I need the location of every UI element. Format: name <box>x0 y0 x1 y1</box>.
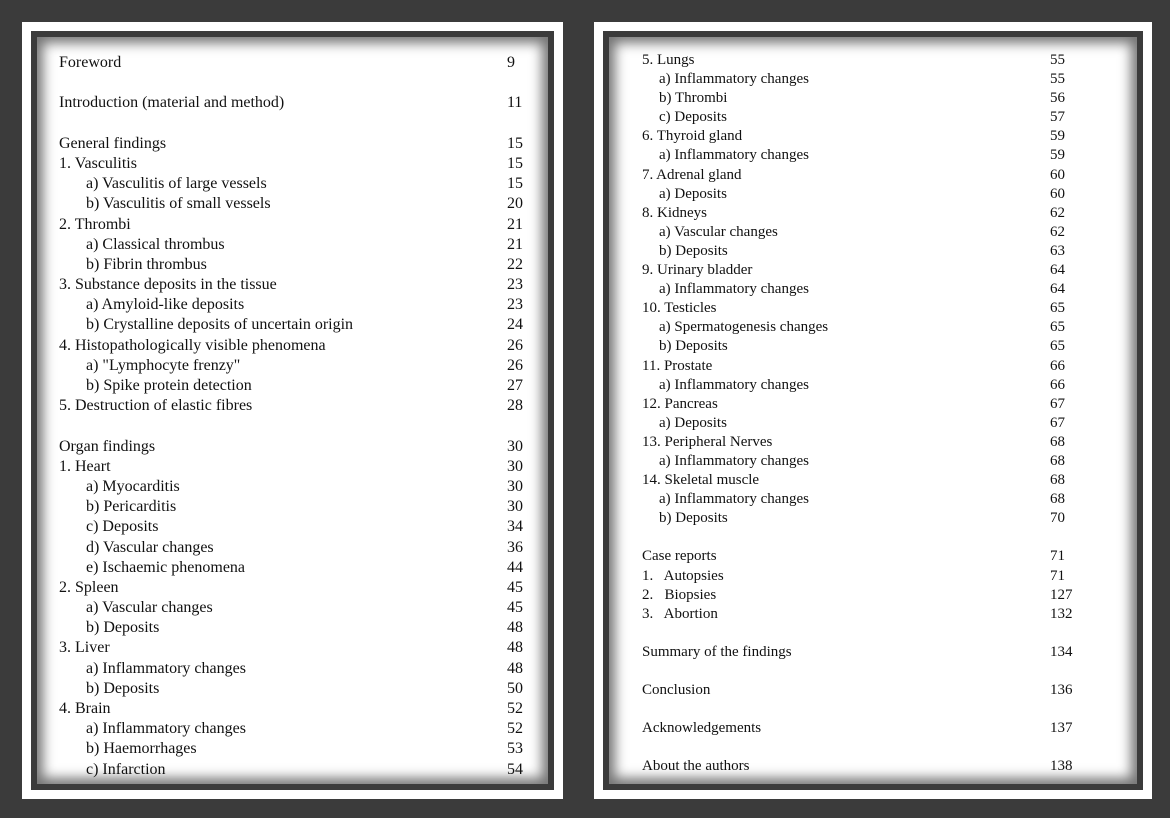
toc-subentry <box>59 497 539 517</box>
toc-entry-label: c) Infarction <box>86 760 166 778</box>
toc-entry <box>642 166 1082 185</box>
toc-subentry <box>642 318 1082 337</box>
toc-page-number: 50 <box>507 679 523 697</box>
toc-subentry <box>59 315 539 335</box>
toc-entry-label: a) Deposits <box>659 185 727 202</box>
toc-subentry <box>59 719 539 739</box>
toc-entry-label: b) Deposits <box>659 510 728 527</box>
toc-entry <box>642 299 1082 318</box>
toc-page-number: 15 <box>507 134 523 152</box>
toc-subentry <box>59 659 539 679</box>
toc-entry <box>642 395 1082 414</box>
toc-subentry <box>642 509 1082 528</box>
toc-entry-label: 4. Brain <box>59 700 111 717</box>
toc-page-number: 59 <box>1050 147 1065 164</box>
toc-entry-label: 1. Autopsies <box>642 567 724 584</box>
toc-page-number: 68 <box>1050 433 1065 450</box>
left-page-border <box>31 31 554 790</box>
toc-page-number: 26 <box>507 336 523 354</box>
toc-page-number: 52 <box>507 700 523 717</box>
toc-page-number: 67 <box>1050 395 1065 412</box>
toc-entry <box>642 586 1082 605</box>
toc-entry-label: General findings <box>59 134 167 152</box>
toc-page-number: 66 <box>1050 357 1065 374</box>
toc-entry-label: b) Vasculitis of small vessels <box>86 195 271 213</box>
toc-entry-label: 3. Substance deposits in the tissue <box>59 276 277 294</box>
toc-entry-label: a) Inflammatory changes <box>659 491 809 508</box>
toc-entry <box>642 51 1082 70</box>
toc-subentry <box>59 517 539 537</box>
toc-entry-label: 7. Adrenal gland <box>642 166 742 183</box>
toc-entry-label: a) Classical thrombus <box>86 235 225 253</box>
toc-page-number: 30 <box>507 437 523 455</box>
toc-entry <box>59 53 539 73</box>
toc-entry-label: c) Deposits <box>659 109 727 126</box>
toc-page-number: 24 <box>507 316 523 334</box>
toc-entry-label: 9. Urinary bladder <box>642 262 753 279</box>
toc-page-number: 56 <box>1050 90 1065 107</box>
toc-page-number: 30 <box>507 498 523 516</box>
toc-page-number: 71 <box>1050 548 1065 565</box>
toc-page-number: 15 <box>507 175 523 193</box>
toc-page-number: 68 <box>1050 452 1065 469</box>
toc-entry <box>59 396 539 416</box>
toc-entry-label: 12. Pancreas <box>642 395 718 412</box>
toc-entry <box>59 437 539 457</box>
toc-page-number: 21 <box>507 235 523 253</box>
toc-entry-label: Organ findings <box>59 437 156 455</box>
toc-entry-label: Case reports <box>642 548 717 565</box>
toc-subentry <box>642 89 1082 108</box>
toc-entry-label: a) Myocarditis <box>86 477 180 495</box>
toc-entry-label: c) Deposits <box>86 518 159 536</box>
toc-page-number: 63 <box>1050 242 1065 259</box>
toc-entry-label: 14. Skeletal muscle <box>642 472 760 489</box>
toc-entry-label: Introduction (material and method) <box>59 94 285 112</box>
toc-entry-label: 3. Abortion <box>642 605 718 622</box>
toc-page-number: 65 <box>1050 338 1065 355</box>
toc-subentry <box>642 337 1082 356</box>
toc-page-number: 54 <box>507 760 523 778</box>
toc-subentry <box>59 235 539 255</box>
toc-entry-label: b) Pericarditis <box>86 498 177 516</box>
toc-entry <box>642 547 1082 566</box>
toc-entry-label: 2. Thrombi <box>59 215 131 233</box>
toc-page-number: 21 <box>507 215 523 233</box>
toc-page-number: 11 <box>507 94 523 112</box>
toc-page-number: 66 <box>1050 376 1065 393</box>
toc-page-number: 45 <box>507 578 523 596</box>
toc-page-number: 9 <box>507 54 515 71</box>
toc-entry-label: a) Inflammatory changes <box>659 147 809 164</box>
toc-subentry <box>642 280 1082 299</box>
toc-entry-label: 1. Vasculitis <box>59 154 137 172</box>
toc-subentry <box>642 414 1082 433</box>
toc-subentry <box>59 679 539 699</box>
toc-page-number: 53 <box>507 740 523 758</box>
toc-entry-label: a) Inflammatory changes <box>659 71 809 88</box>
toc-entry-label: 2. Spleen <box>59 578 119 596</box>
toc-subentry <box>59 255 539 275</box>
toc-page-number: 55 <box>1050 52 1065 68</box>
toc-page-number: 68 <box>1050 491 1065 508</box>
toc-subentry <box>642 108 1082 127</box>
toc-page-number: 34 <box>507 518 523 536</box>
toc-page-number: 48 <box>507 639 523 657</box>
toc-entry-label: a) Deposits <box>659 414 727 431</box>
toc-subentry <box>59 174 539 194</box>
toc-entry-label: d) Vascular changes <box>86 538 214 556</box>
toc-page-number: 134 <box>1050 643 1073 660</box>
toc-subentry <box>59 356 539 376</box>
toc-page-number: 60 <box>1050 185 1065 202</box>
toc-page-number: 62 <box>1050 204 1065 221</box>
toc-page-number: 55 <box>1050 71 1065 88</box>
toc-page-number: 28 <box>507 397 523 415</box>
toc-entry <box>642 204 1082 223</box>
toc-page-number: 52 <box>507 720 523 738</box>
toc-entry <box>642 719 1082 738</box>
toc-entry <box>59 336 539 356</box>
toc-subentry <box>59 477 539 497</box>
toc-page-number: 30 <box>507 477 523 495</box>
toc-entry-label: b) Fibrin thrombus <box>86 255 207 273</box>
toc-page-number: 64 <box>1050 262 1065 279</box>
toc-subentry <box>59 538 539 558</box>
toc-subentry <box>642 242 1082 261</box>
toc-entry-label: 6. Thyroid gland <box>642 128 743 145</box>
toc-entry-label: Acknowledgements <box>642 720 762 737</box>
toc-entry-label: a) Inflammatory changes <box>659 376 809 393</box>
toc-entry-label: b) Thrombi <box>659 90 728 107</box>
toc-entry-label: 8. Kidneys <box>642 204 707 221</box>
toc-entry <box>642 567 1082 586</box>
left-page <box>37 37 548 784</box>
toc-entry-label: 5. Lungs <box>642 52 695 68</box>
toc-subentry <box>642 376 1082 395</box>
toc-entry-label: 10. Testicles <box>642 300 717 317</box>
toc-entry <box>642 605 1082 624</box>
toc-subentry <box>59 295 539 315</box>
toc-list-left <box>59 53 539 780</box>
toc-page-number: 45 <box>507 599 523 617</box>
toc-entry-label: a) "Lymphocyte frenzy" <box>86 356 241 374</box>
toc-entry <box>642 681 1082 700</box>
toc-subentry <box>642 223 1082 242</box>
right-page <box>609 37 1137 784</box>
toc-entry <box>642 757 1082 776</box>
toc-entry-label: 2. Biopsies <box>642 586 717 603</box>
toc-entry-label: a) Inflammatory changes <box>86 659 246 677</box>
toc-page-number: 70 <box>1050 510 1065 527</box>
toc-page-number: 65 <box>1050 319 1065 336</box>
toc-page-number: 127 <box>1050 586 1073 603</box>
toc-subentry <box>642 490 1082 509</box>
toc-entry-label: a) Vasculitis of large vessels <box>86 175 267 193</box>
toc-page-number: 62 <box>1050 223 1065 240</box>
toc-entry-label: 4. Histopathologically visible phenomena <box>59 336 326 354</box>
toc-page-number: 68 <box>1050 472 1065 489</box>
toc-entry-label: Conclusion <box>642 682 711 699</box>
toc-page-number: 23 <box>507 276 523 294</box>
toc-entry <box>642 643 1082 662</box>
toc-entry-label: 11. Prostate <box>642 357 713 374</box>
toc-entry-label: 3. Liver <box>59 639 110 657</box>
toc-page-number: 23 <box>507 296 523 314</box>
toc-subentry <box>59 760 539 780</box>
toc-entry-label: a) Inflammatory changes <box>659 452 809 469</box>
toc-subentry <box>642 185 1082 204</box>
toc-entry <box>642 471 1082 490</box>
toc-page-number: 30 <box>507 457 523 475</box>
toc-entry <box>59 275 539 295</box>
toc-entry <box>59 93 539 113</box>
toc-page-number: 71 <box>1050 567 1065 584</box>
toc-page-number: 57 <box>1050 109 1065 126</box>
toc-entry-label: e) Ischaemic phenomena <box>86 558 246 576</box>
toc-entry-label: Summary of the findings <box>642 643 792 660</box>
left-page-frame <box>22 22 563 799</box>
toc-subentry <box>642 452 1082 471</box>
toc-entry <box>59 134 539 154</box>
toc-subentry <box>59 558 539 578</box>
toc-entry-label: b) Deposits <box>659 242 728 259</box>
toc-page-number: 138 <box>1050 758 1073 775</box>
toc-entry-label: b) Deposits <box>659 338 728 355</box>
toc-entry-label: a) Vascular changes <box>659 223 778 240</box>
toc-entry-label: a) Inflammatory changes <box>659 281 809 298</box>
toc-subentry <box>59 739 539 759</box>
toc-page-number: 48 <box>507 659 523 677</box>
toc-entry-label: a) Amyloid-like deposits <box>86 296 245 314</box>
toc-entry <box>59 638 539 658</box>
toc-page-number: 22 <box>507 255 523 273</box>
toc-entry <box>59 154 539 174</box>
right-page-frame <box>594 22 1152 799</box>
toc-entry-label: b) Crystalline deposits of uncertain origin <box>86 316 354 334</box>
toc-subentry <box>59 194 539 214</box>
toc-entry <box>59 215 539 235</box>
right-page-border <box>603 31 1143 790</box>
toc-page-number: 48 <box>507 619 523 637</box>
toc-entry-label: b) Deposits <box>86 619 160 637</box>
toc-entry-label: a) Inflammatory changes <box>86 720 246 738</box>
toc-subentry <box>59 618 539 638</box>
toc-entry-label: 13. Peripheral Nerves <box>642 433 773 450</box>
toc-page-number: 60 <box>1050 166 1065 183</box>
toc-list-right <box>642 51 1082 777</box>
toc-page-number: 137 <box>1050 720 1073 737</box>
toc-page-number: 132 <box>1050 605 1073 622</box>
toc-entry-label: b) Haemorrhages <box>86 740 197 758</box>
toc-entry-label: a) Vascular changes <box>86 599 213 617</box>
toc-entry-label: Foreword <box>59 54 122 71</box>
toc-page-number: 136 <box>1050 682 1073 699</box>
toc-subentry <box>642 146 1082 165</box>
toc-entry-label: b) Deposits <box>86 679 160 697</box>
toc-subentry <box>642 70 1082 89</box>
toc-entry-label: 5. Destruction of elastic fibres <box>59 397 253 415</box>
toc-subentry <box>59 598 539 618</box>
toc-entry <box>642 261 1082 280</box>
toc-page-number: 44 <box>507 558 523 576</box>
toc-entry <box>59 457 539 477</box>
toc-entry-label: About the authors <box>642 758 750 775</box>
toc-page-number: 64 <box>1050 281 1065 298</box>
toc-page-number: 15 <box>507 154 523 172</box>
toc-page-number: 27 <box>507 377 523 394</box>
toc-entry <box>642 357 1082 376</box>
toc-page-number: 65 <box>1050 300 1065 317</box>
toc-page-number: 26 <box>507 356 523 374</box>
toc-entry-label: a) Spermatogenesis changes <box>659 319 829 336</box>
toc-page-number: 67 <box>1050 414 1065 431</box>
toc-page-number: 36 <box>507 538 523 556</box>
toc-entry <box>59 699 539 719</box>
toc-entry <box>59 578 539 598</box>
toc-entry-label: b) Spike protein detection <box>86 377 252 394</box>
toc-entry <box>642 127 1082 146</box>
toc-entry-label: 1. Heart <box>59 457 111 475</box>
toc-page-number: 59 <box>1050 128 1065 145</box>
toc-page-number: 20 <box>507 195 523 213</box>
toc-entry <box>642 433 1082 452</box>
toc-subentry <box>59 376 539 396</box>
